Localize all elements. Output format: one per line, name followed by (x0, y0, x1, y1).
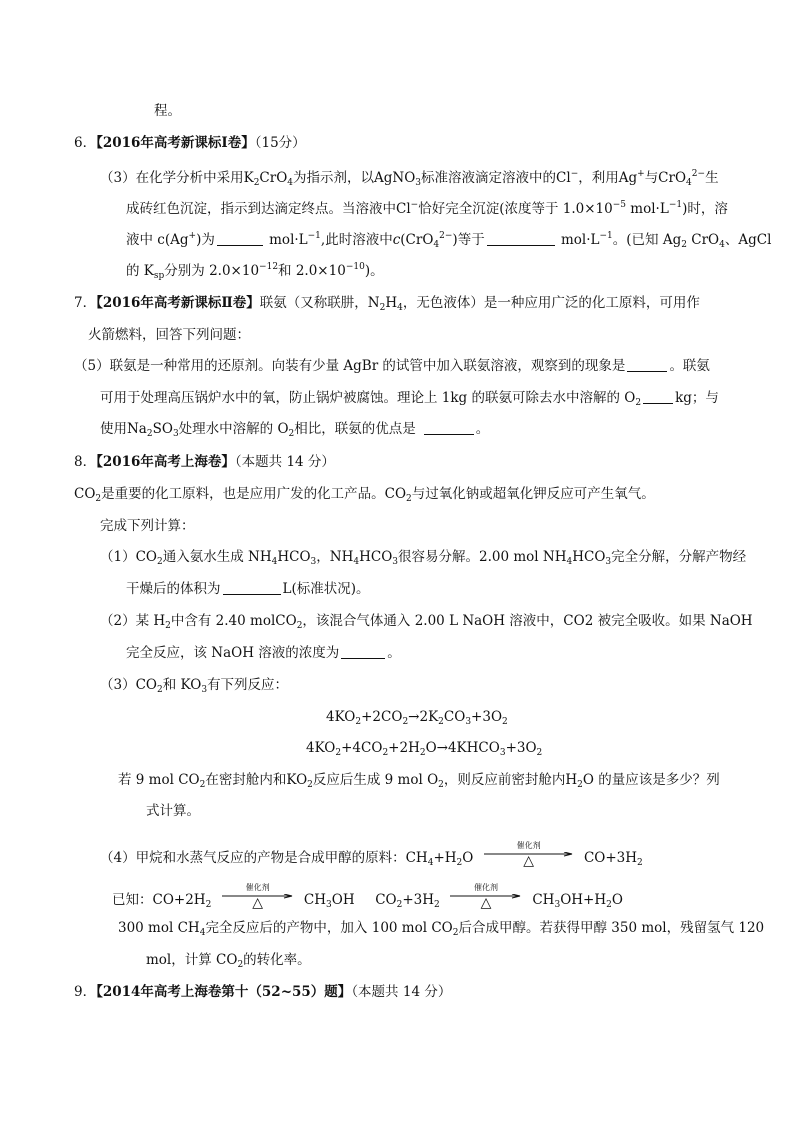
answer-blank[interactable] (487, 231, 555, 246)
q8-intro: $CO_2$是重要的化工原料，也是应用广发的化工产品。$CO_2$与过氧化钠或超氧化钾反应可产生氧气。 (74, 486, 655, 504)
q7-part5-line2: 可用于处理高压锅炉水中的氧，防止锅炉被腐蚀。理论上 1kg 的联氨可除去水中溶解的 $O_2$ kg；与 (100, 390, 719, 408)
q5-continuation: 程。 (154, 103, 181, 119)
q8-part4-line4: mol，计算 $CO_2$的转化率。 (146, 952, 311, 970)
q9-header: 9．【2014年高考上海卷第十（52~55）题】（本题共 14 分） (74, 984, 452, 1000)
q8-part1-line1: $(1)CO_2$通入氨水生成 $NH_4HCO_3$，$NH_4HCO_3$很容易分解。2.00 mol $NH_4HCO_3$完全分解，分解产物经 (100, 549, 747, 567)
q8-part1-line2: 干燥后的体积为 L(标准状况)。 (126, 581, 370, 597)
answer-blank[interactable] (223, 580, 281, 595)
answer-blank[interactable] (217, 231, 263, 246)
q8-equation-2: $4KO_2+4CO_2+2H_2O\to 4KHCO_3+3O_2$ (306, 740, 543, 758)
q8-part4-line1: （4）甲烷和水蒸气反应的产物是合成甲醇的原料：$CH_4+H_2O$ 催化剂 △ $CO+3H_2$ (100, 841, 643, 869)
q8-part3-line1: $(3)CO_2$和 $KO_3$有下列反应： (100, 677, 289, 695)
q8-calc-instruction: 完成下列计算： (100, 518, 195, 534)
answer-blank[interactable] (341, 644, 385, 659)
answer-blank[interactable] (627, 357, 667, 372)
q6-part3-line2: 成砖红色沉淀，指示到达滴定终点。当溶液中Cl−恰好完全沉淀(浓度等于 $1.0\times 10^{-5}$ $mol\cdot L^{-1}$)时，溶 (126, 200, 728, 217)
q7-line2: 火箭燃料，回答下列问题： (88, 327, 250, 343)
q8-equation-1: $4KO_2+2CO_2\to 2K_2CO_3+3O_2$ (326, 709, 508, 727)
q6-part3-line3: 液中 c(Ag+)为 $mol\cdot L^{-1}$,此时溶液中c(CrO$_4^{2-}$)等于 $mol\cdot L^{-1}$。(已知 $Ag_2$ CrO$_4$、AgCl (126, 231, 772, 250)
catalyst-heat-arrow: 催化剂 △ (450, 888, 522, 908)
q8-part4-known: 已知：$CO+2H_2$ 催化剂 △ $CH_3OH$ $CO_2+3H_2$ 催化剂 △ $CH_3OH+H_2O$ (112, 883, 623, 911)
q6-part3-line1: （3）在化学分析中采用$K_2CrO_4$为指示剂，以AgNO$_3$标准溶液滴定溶液中的Cl−，利用Ag+与CrO$_4^{2-}$生 (100, 169, 719, 188)
answer-blank[interactable] (643, 389, 673, 404)
answer-blank[interactable] (424, 420, 474, 435)
q8-part3-line3: 式计算。 (146, 803, 200, 819)
q6-part3-line4: 的 $K_{sp}$分别为 $2.0\times 10^{-12}$和 $2.0\times 10^{-10}$)。 (126, 262, 384, 281)
q7-part5-line3: 使用$Na_2SO_3$处理水中溶解的 $O_2$相比，联氨的优点是 。 (100, 421, 490, 439)
q8-part2-line1: （2）某 $H_2$中含有 2.40 molCO$_2$，该混合气体通入 2.00 L NaOH 溶液中，CO2 被完全吸收。如果 NaOH (100, 613, 753, 631)
q7-header: 7．【2016年高考新课标Ⅱ卷】联氨（又称联肼，$N_2H_4$，无色液体）是一种应用广泛的化工原料，可用作 (74, 295, 700, 313)
q7-part5-line1: （5）联氨是一种常用的还原剂。向装有少量 AgBr 的试管中加入联氨溶液，观察到的现象是 。联氨 (74, 358, 710, 374)
q8-part3-line2: 若 9 mol $CO_2$在密封舱内和$KO_2$反应后生成 9 mol $O_2$，则反应前密封舱内$H_2O$ 的量应该是多少？列 (118, 772, 720, 790)
catalyst-heat-arrow: 催化剂 △ (484, 846, 574, 866)
q8-part2-line2: 完全反应，该 NaOH 溶液的浓度为 。 (126, 645, 401, 661)
catalyst-heat-arrow: 催化剂 △ (222, 888, 294, 908)
q6-header: 6．【2016年高考新课标Ⅰ卷】（15分） (74, 135, 306, 151)
q8-header: 8．【2016年高考上海卷】（本题共 14 分） (74, 454, 335, 470)
q8-part4-line3: 300 mol $CH_4$完全反应后的产物中，加入 100 mol $CO_2$后合成甲醇。若获得甲醇 350 mol，残留氢气 120 (118, 920, 765, 938)
